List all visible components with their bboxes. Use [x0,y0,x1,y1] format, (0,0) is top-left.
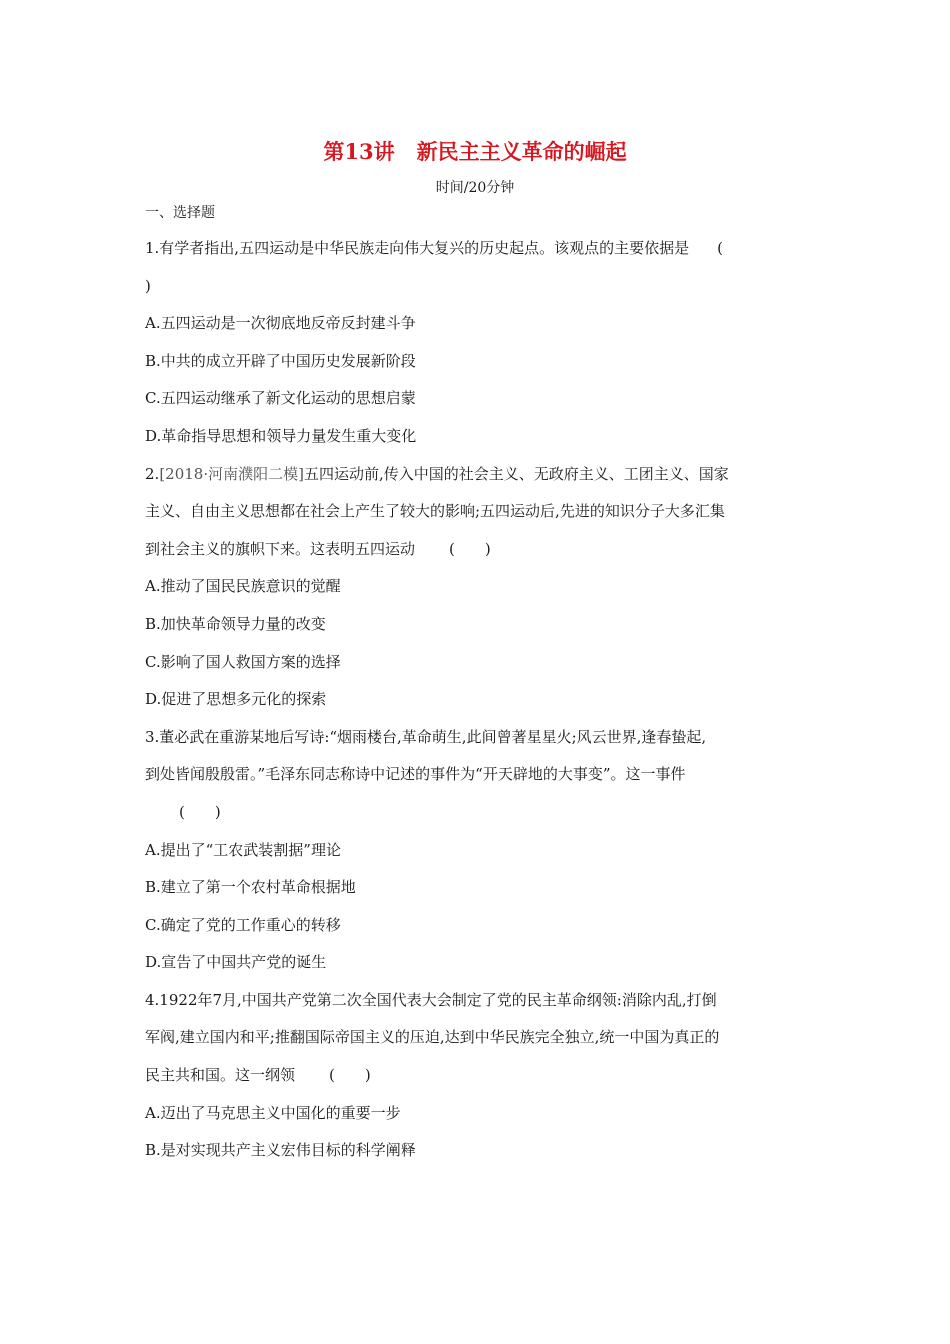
option-b: B.中共的成立开辟了中国历史发展新阶段 [145,351,416,370]
question-stem-line: 到社会主义的旗帜下来。这表明五四运动 ( ) [145,539,491,558]
option-c: C.五四运动继承了新文化运动的思想启蒙 [145,389,416,408]
option-a: A.推动了国民民族意识的觉醒 [145,577,341,596]
option-b: B.是对实现共产主义宏伟目标的科学阐释 [145,1141,416,1160]
option-b: B.加快革命领导力量的改变 [145,614,326,633]
option-a: A.提出了“工农武装割据”理论 [145,840,341,859]
answer-paren-close: ) [145,276,151,295]
time-limit: 时间/20分钟 [435,180,515,196]
option-c: C.影响了国人救国方案的选择 [145,652,341,671]
page-title [0,136,950,168]
question-3 [145,719,810,982]
question-stem: 4.1922年7月,中国共产党第二次全国代表大会制定了党的民主革命纲领:消除内乱,打倒 [145,990,717,1009]
option-d: D.促进了思想多元化的探索 [145,690,327,709]
answer-paren-open: ( [717,239,723,257]
answer-paren: ( ) [179,802,221,821]
question-stem-line: 军阀,建立国内和平;推翻国际帝国主义的压迫,达到中华民族完全独立,统一中国为真正的 [145,1028,720,1047]
option-a: A.迈出了马克思主义中国化的重要一步 [145,1103,401,1122]
question-1 [145,230,810,456]
lecture-number: 第13讲 [323,139,395,164]
question-stem-line: 民主共和国。这一纲领 ( ) [145,1066,371,1085]
question-stem-line: 主义、自由主义思想都在社会上产生了较大的影响;五四运动后,先进的知识分子大多汇集 [145,502,725,521]
question-2 [145,456,810,719]
question-stem-line: 到处皆闻殷殷雷。”毛泽东同志称诗中记述的事件为“开天辟地的大事变”。这一事件 [145,765,686,784]
option-a: A.五四运动是一次彻底地反帝反封建斗争 [145,314,416,333]
question-source: [2018·河南濮阳二模] [159,464,304,483]
question-stem: 3.董必武在重游某地后写诗:“烟雨楼台,革命萌生,此间曾著星星火;风云世界,逢春蛰起, [145,727,707,746]
answer-paren: ( ) [449,539,491,558]
question-list [145,200,810,1170]
section-heading: 一、选择题 [145,205,215,221]
option-d: D.革命指导思想和领导力量发生重大变化 [145,426,417,445]
question-4 [145,982,810,1170]
question-stem: 2.[2018·河南濮阳二模]五四运动前,传入中国的社会主义、无政府主义、工团主义、国家 [145,464,729,483]
lecture-name: 新民主主义革命的崛起 [416,139,627,164]
option-d: D.宣告了中国共产党的诞生 [145,953,327,972]
question-stem: 1.有学者指出,五四运动是中华民族走向伟大复兴的历史起点。该观点的主要依据是 ( [145,239,723,257]
answer-paren: ( ) [329,1066,371,1085]
option-c: C.确定了党的工作重心的转移 [145,915,341,934]
option-b: B.建立了第一个农村革命根据地 [145,878,356,897]
